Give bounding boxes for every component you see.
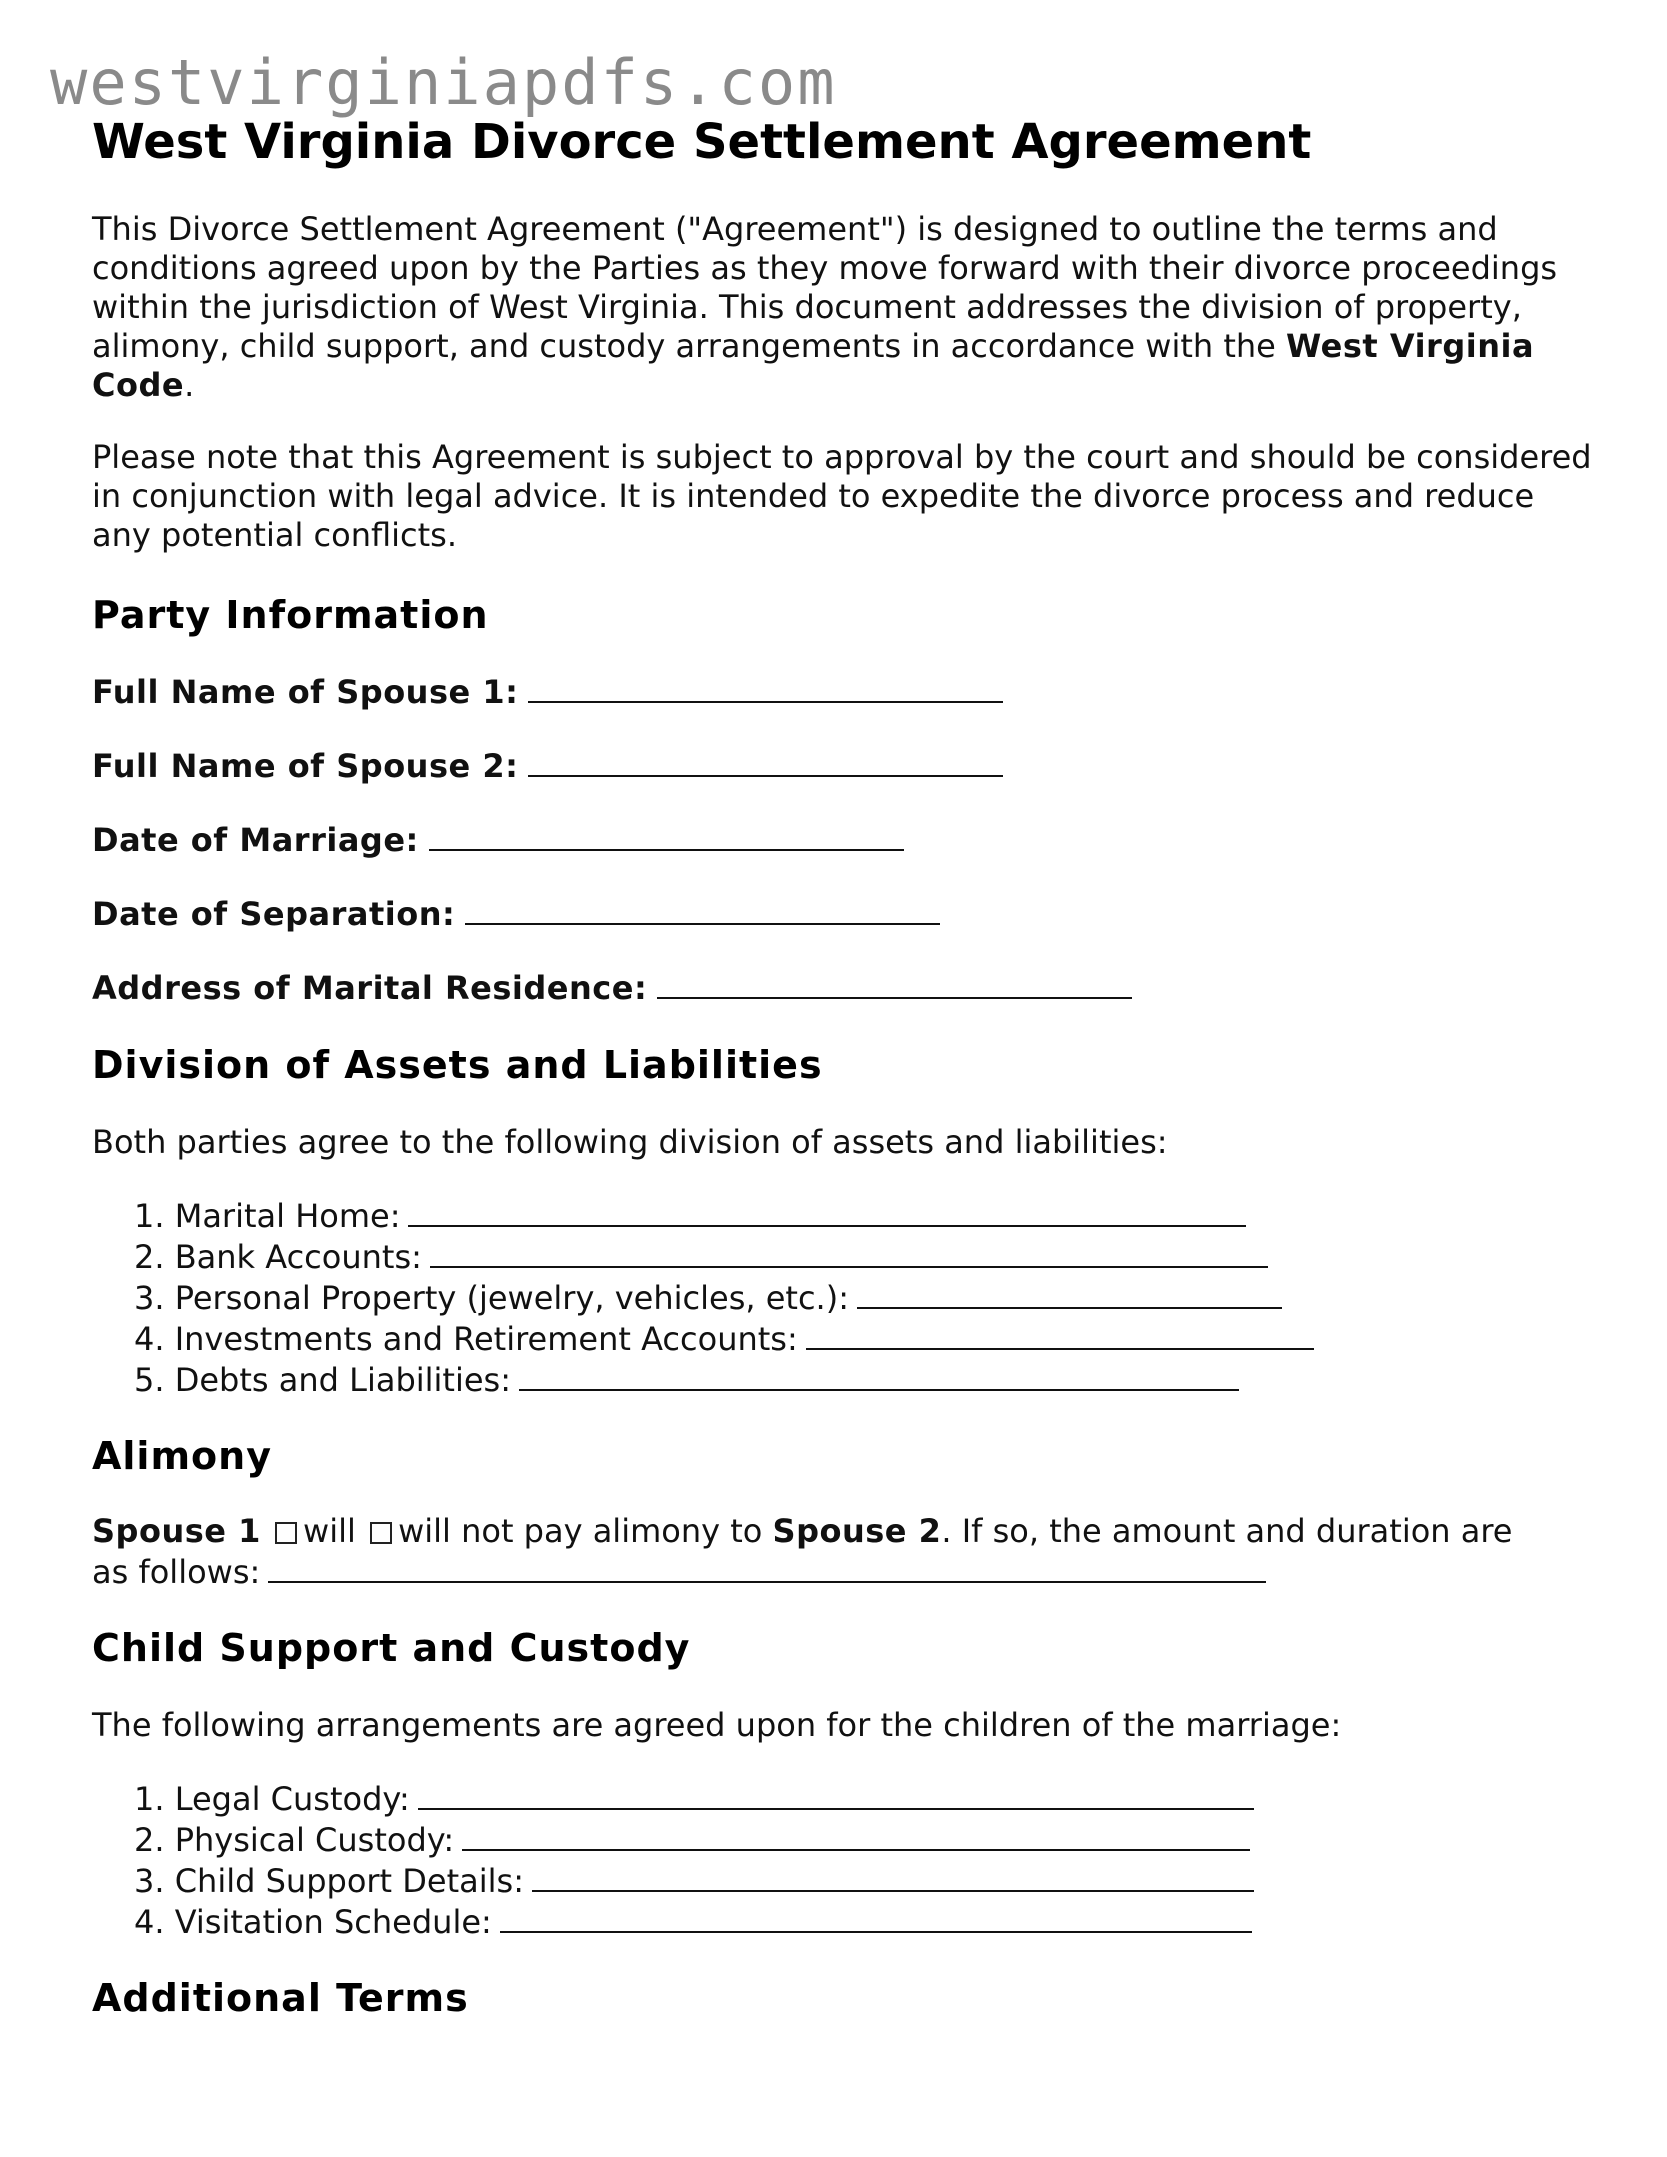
document-page bbox=[92, 112, 1592, 2021]
list-item: 1. Legal Custody: bbox=[92, 1778, 1592, 1819]
section-heading-additional-terms: Additional Terms bbox=[92, 1976, 469, 2020]
bank-accounts-input[interactable] bbox=[430, 1236, 1268, 1268]
date-of-marriage-input[interactable] bbox=[429, 819, 904, 851]
field-spouse-2-name: Full Name of Spouse 2: bbox=[92, 745, 1592, 786]
list-item: 3. Personal Property (jewelry, vehicles, etc.): bbox=[92, 1277, 1592, 1318]
section-heading-alimony: Alimony bbox=[92, 1434, 272, 1478]
section-heading-party-information: Party Information bbox=[92, 593, 489, 637]
marital-home-input[interactable] bbox=[408, 1195, 1246, 1227]
physical-custody-input[interactable] bbox=[462, 1819, 1250, 1851]
field-date-of-separation: Date of Separation: bbox=[92, 893, 1592, 934]
visitation-schedule-input[interactable] bbox=[500, 1901, 1252, 1933]
spouse-1-name-input[interactable] bbox=[528, 671, 1003, 703]
section-heading-assets: Division of Assets and Liabilities bbox=[92, 1043, 823, 1087]
intro-paragraph-1: This Divorce Settlement Agreement ("Agreement") is designed to outline the terms and conditions agreed upon by the Parties as they move forward with their divorce proceedings within the jurisdiction of West Virginia. This document addresses the division of property, alimony, child support, and custody arrangements in accordance with the West Virginia Code. bbox=[92, 210, 1558, 404]
personal-property-input[interactable] bbox=[857, 1277, 1282, 1309]
list-item: 4. Investments and Retirement Accounts: bbox=[92, 1318, 1592, 1359]
spouse-2-name-input[interactable] bbox=[528, 745, 1003, 777]
alimony-will-checkbox[interactable] bbox=[275, 1522, 297, 1544]
alimony-will-not-checkbox[interactable] bbox=[370, 1522, 392, 1544]
list-item: 3. Child Support Details: bbox=[92, 1860, 1592, 1901]
intro-paragraph-2: Please note that this Agreement is subject to approval by the court and should be considered in conjunction with legal advice. It is intended to expedite the divorce process and reduce any potential conflicts. bbox=[92, 438, 1592, 554]
investments-input[interactable] bbox=[806, 1318, 1314, 1350]
assets-intro: Both parties agree to the following division of assets and liabilities: bbox=[92, 1123, 1168, 1161]
marital-residence-input[interactable] bbox=[657, 967, 1132, 999]
list-item: 5. Debts and Liabilities: bbox=[92, 1359, 1592, 1400]
legal-custody-input[interactable] bbox=[418, 1778, 1254, 1810]
section-heading-child-support: Child Support and Custody bbox=[92, 1626, 691, 1670]
wv-code-reference: West Virginia Code bbox=[92, 327, 1535, 404]
debts-liabilities-input[interactable] bbox=[519, 1359, 1239, 1391]
list-item: 1. Marital Home: bbox=[92, 1195, 1592, 1236]
alimony-terms-input[interactable] bbox=[268, 1551, 1266, 1583]
list-item: 4. Visitation Schedule: bbox=[92, 1901, 1592, 1942]
list-item: 2. Bank Accounts: bbox=[92, 1236, 1592, 1277]
child-support-details-input[interactable] bbox=[532, 1860, 1254, 1892]
list-item: 2. Physical Custody: bbox=[92, 1819, 1592, 1860]
field-marital-residence: Address of Marital Residence: bbox=[92, 967, 1592, 1008]
site-watermark: westvirginiapdfs.com bbox=[50, 46, 837, 119]
date-of-separation-input[interactable] bbox=[465, 893, 940, 925]
field-date-of-marriage: Date of Marriage: bbox=[92, 819, 1592, 860]
field-spouse-1-name: Full Name of Spouse 1: bbox=[92, 671, 1592, 712]
child-intro: The following arrangements are agreed upon for the children of the marriage: bbox=[92, 1706, 1342, 1744]
alimony-statement: Spouse 1 will will not pay alimony to Spouse 2. If so, the amount and duration are as follows: bbox=[92, 1512, 1513, 1591]
child-list bbox=[92, 1778, 1592, 1942]
page-title: West Virginia Divorce Settlement Agreement bbox=[92, 114, 1312, 170]
intro-text: This Divorce Settlement Agreement ("Agreement") is designed to outline the terms and conditions agreed upon by the Parties as they move forward with their divorce proceedings within the jurisdiction of West Virginia. This document addresses the division of property, alimony, child support, and custody arrangements in accordance with the bbox=[92, 210, 1558, 365]
assets-list bbox=[92, 1195, 1592, 1400]
